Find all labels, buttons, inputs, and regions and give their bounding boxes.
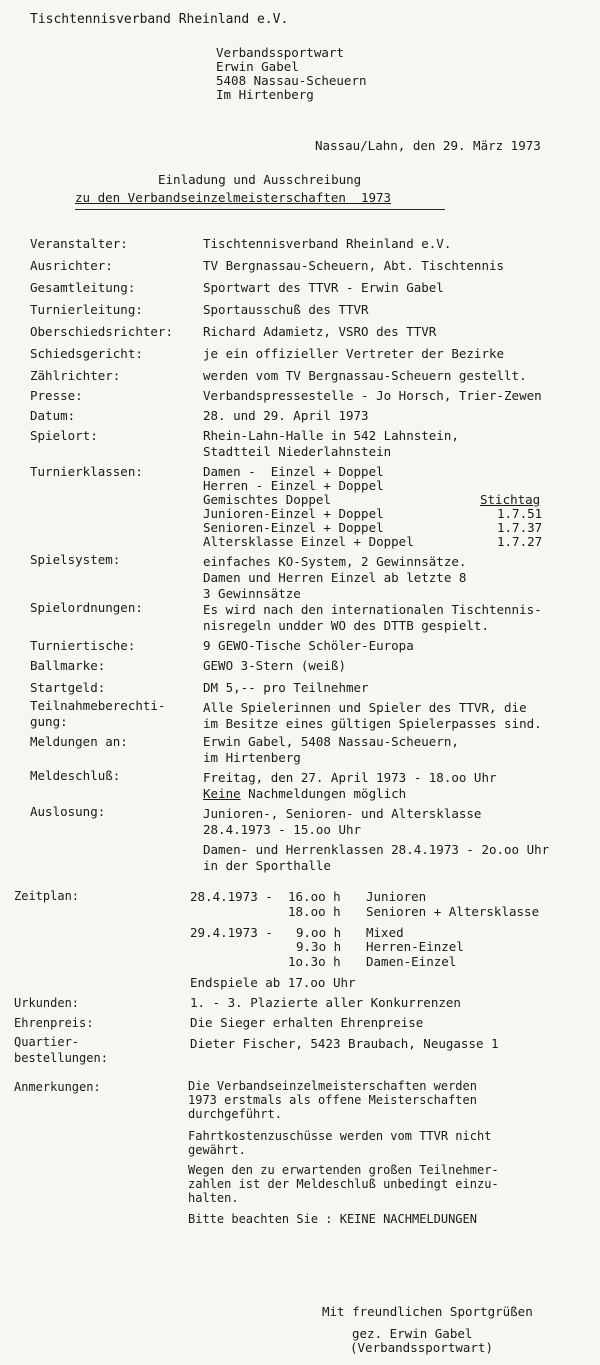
signature: gez. Erwin Gabel: [352, 1326, 473, 1341]
keine-underlined: Keine: [203, 786, 241, 801]
label-zaehlrichter: Zählrichter:: [30, 368, 121, 383]
sender-line: Im Hirtenberg: [216, 87, 314, 102]
stichtag-date: 1.7.51: [497, 506, 543, 521]
value-teilnahme: Alle Spielerinnen und Spieler des TTVR, die im Besitze eines gültigen Spielerpasses sind.: [203, 700, 542, 731]
no-late-entries: [203, 786, 406, 802]
label-meldeschluss: Meldeschluß:: [30, 768, 121, 783]
value-ehrenpreis: Die Sieger erhalten Ehrenpreise: [190, 1015, 424, 1030]
stichtag-date: 1.7.27: [497, 534, 543, 549]
closing-greeting: Mit freundlichen Sportgrüßen: [322, 1304, 533, 1319]
label-ausrichter: Ausrichter:: [30, 258, 113, 273]
schedule-time: 9.oo h: [296, 925, 342, 940]
class-item: Herren - Einzel + Doppel: [203, 478, 384, 493]
schedule-event: Mixed: [366, 925, 404, 940]
value-spielordnungen: Es wird nach den internationalen Tischtennis- nisregeln undder WO des DTTB gespielt.: [203, 602, 542, 633]
label-ehrenpreis: Ehrenpreis:: [14, 1016, 94, 1030]
title-line-2: zu den Verbandseinzelmeisterschaften 1973: [75, 190, 392, 205]
value-ausrichter: TV Bergnassau-Scheuern, Abt. Tischtennis: [203, 258, 505, 273]
value-auslosung-1: Junioren-, Senioren- und Altersklasse 28.4.1973 - 15.oo Uhr: [203, 806, 482, 837]
label-auslosung: Auslosung:: [30, 804, 106, 819]
stichtag-heading: Stichtag: [480, 492, 541, 507]
label-veranstalter: Veranstalter:: [30, 236, 128, 251]
value-datum: 28. und 29. April 1973: [203, 408, 369, 423]
value-presse: Verbandspressestelle - Jo Horsch, Trier-Zewen: [203, 388, 542, 403]
place-date: Nassau/Lahn, den 29. März 1973: [315, 138, 541, 153]
label-oberschiedsrichter: Oberschiedsrichter:: [30, 324, 173, 339]
value-spielort: Rhein-Lahn-Halle in 542 Lahnstein, Stadtteil Niederlahnstein: [203, 428, 459, 459]
signature-role: (Verbandssportwart): [350, 1340, 493, 1355]
schedule-event: Damen-Einzel: [366, 954, 457, 969]
class-item: Gemischtes Doppel: [203, 492, 331, 507]
schedule-event: Herren-Einzel: [366, 939, 464, 954]
schedule-date: 28.4.1973 -: [190, 889, 273, 904]
stichtag-date: 1.7.37: [497, 520, 543, 535]
value-turniertische: 9 GEWO-Tische Schöler-Europa: [203, 638, 414, 653]
value-startgeld: DM 5,-- pro Teilnehmer: [203, 680, 369, 695]
sender-line: Erwin Gabel: [216, 59, 299, 74]
value-quartier: Dieter Fischer, 5423 Braubach, Neugasse 1: [190, 1036, 499, 1051]
label-meldungen: Meldungen an:: [30, 734, 128, 749]
label-startgeld: Startgeld:: [30, 680, 106, 695]
remark-paragraph: Fahrtkostenzuschüsse werden vom TTVR nicht gewährt.: [188, 1129, 492, 1157]
schedule-time: 1o.3o h: [288, 954, 341, 969]
value-veranstalter: Tischtennisverband Rheinland e.V.: [203, 236, 452, 251]
label-gesamtleitung: Gesamtleitung:: [30, 280, 136, 295]
organization-name: Tischtennisverband Rheinland e.V.: [30, 12, 289, 27]
value-turnierleitung: Sportausschuß des TTVR: [203, 302, 369, 317]
schedule-date: 29.4.1973 -: [190, 925, 273, 940]
schedule-time: 9.3o h: [296, 939, 342, 954]
label-turnierklassen: Turnierklassen:: [30, 464, 143, 479]
value-oberschiedsrichter: Richard Adamietz, VSRO des TTVR: [203, 324, 437, 339]
label-teilnahme: Teilnahmeberechti- gung:: [30, 698, 166, 729]
label-turnierleitung: Turnierleitung:: [30, 302, 143, 317]
value-auslosung-2: Damen- und Herrenklassen 28.4.1973 - 2o.oo Uhr in der Sporthalle: [203, 842, 550, 873]
label-spielort: Spielort:: [30, 428, 98, 443]
value-schiedsgericht: je ein offizieller Vertreter der Bezirke: [203, 346, 505, 361]
late-entries-text: Nachmeldungen möglich: [240, 786, 407, 801]
value-gesamtleitung: Sportwart des TTVR - Erwin Gabel: [203, 280, 444, 295]
class-item: Senioren-Einzel + Doppel: [203, 520, 384, 535]
value-zaehlrichter: werden vom TV Bergnassau-Scheuern gestellt.: [203, 368, 527, 383]
value-spielsystem: einfaches KO-System, 2 Gewinnsätze. Damen und Herren Einzel ab letzte 8 3 Gewinnsätze: [203, 554, 467, 601]
schedule-event: Junioren: [366, 889, 427, 904]
value-urkunden: 1. - 3. Plazierte aller Konkurrenzen: [190, 995, 461, 1010]
label-urkunden: Urkunden:: [14, 996, 80, 1010]
remark-paragraph: Bitte beachten Sie : KEINE NACHMELDUNGEN: [188, 1212, 477, 1226]
schedule-time: 18.oo h: [288, 904, 341, 919]
schedule-event: Senioren + Altersklasse: [366, 904, 540, 919]
label-spielordnungen: Spielordnungen:: [30, 600, 143, 615]
remark-paragraph: Die Verbandseinzelmeisterschaften werden 1973 erstmals als offene Meisterschaften durchgeführt.: [188, 1079, 477, 1121]
label-spielsystem: Spielsystem:: [30, 552, 121, 567]
label-zeitplan: Zeitplan:: [14, 889, 80, 903]
label-schiedsgericht: Schiedsgericht:: [30, 346, 143, 361]
class-item: Junioren-Einzel + Doppel: [203, 506, 384, 521]
value-ballmarke: GEWO 3-Stern (weiß): [203, 658, 346, 673]
final-games: Endspiele ab 17.oo Uhr: [190, 975, 356, 990]
remark-paragraph: Wegen den zu erwartenden großen Teilnehmer- zahlen ist der Meldeschluß unbedingt einzu- halten.: [188, 1163, 499, 1205]
schedule-time: 16.oo h: [288, 889, 341, 904]
value-meldeschluss: Freitag, den 27. April 1973 - 18.oo Uhr: [203, 770, 497, 785]
sender-line: Verbandssportwart: [216, 45, 344, 60]
label-ballmarke: Ballmarke:: [30, 658, 106, 673]
label-datum: Datum:: [30, 408, 76, 423]
class-item: Altersklasse Einzel + Doppel: [203, 534, 414, 549]
class-item: Damen - Einzel + Doppel: [203, 464, 384, 479]
value-meldungen: Erwin Gabel, 5408 Nassau-Scheuern, im Hirtenberg: [203, 734, 459, 765]
label-turniertische: Turniertische:: [30, 638, 136, 653]
label-anmerkungen: Anmerkungen:: [14, 1080, 101, 1094]
label-presse: Presse:: [30, 388, 83, 403]
label-quartier: Quartier- bestellungen:: [14, 1035, 108, 1065]
title-underline: [75, 209, 445, 210]
title-line-1: Einladung und Ausschreibung: [158, 172, 362, 187]
sender-line: 5408 Nassau-Scheuern: [216, 73, 367, 88]
